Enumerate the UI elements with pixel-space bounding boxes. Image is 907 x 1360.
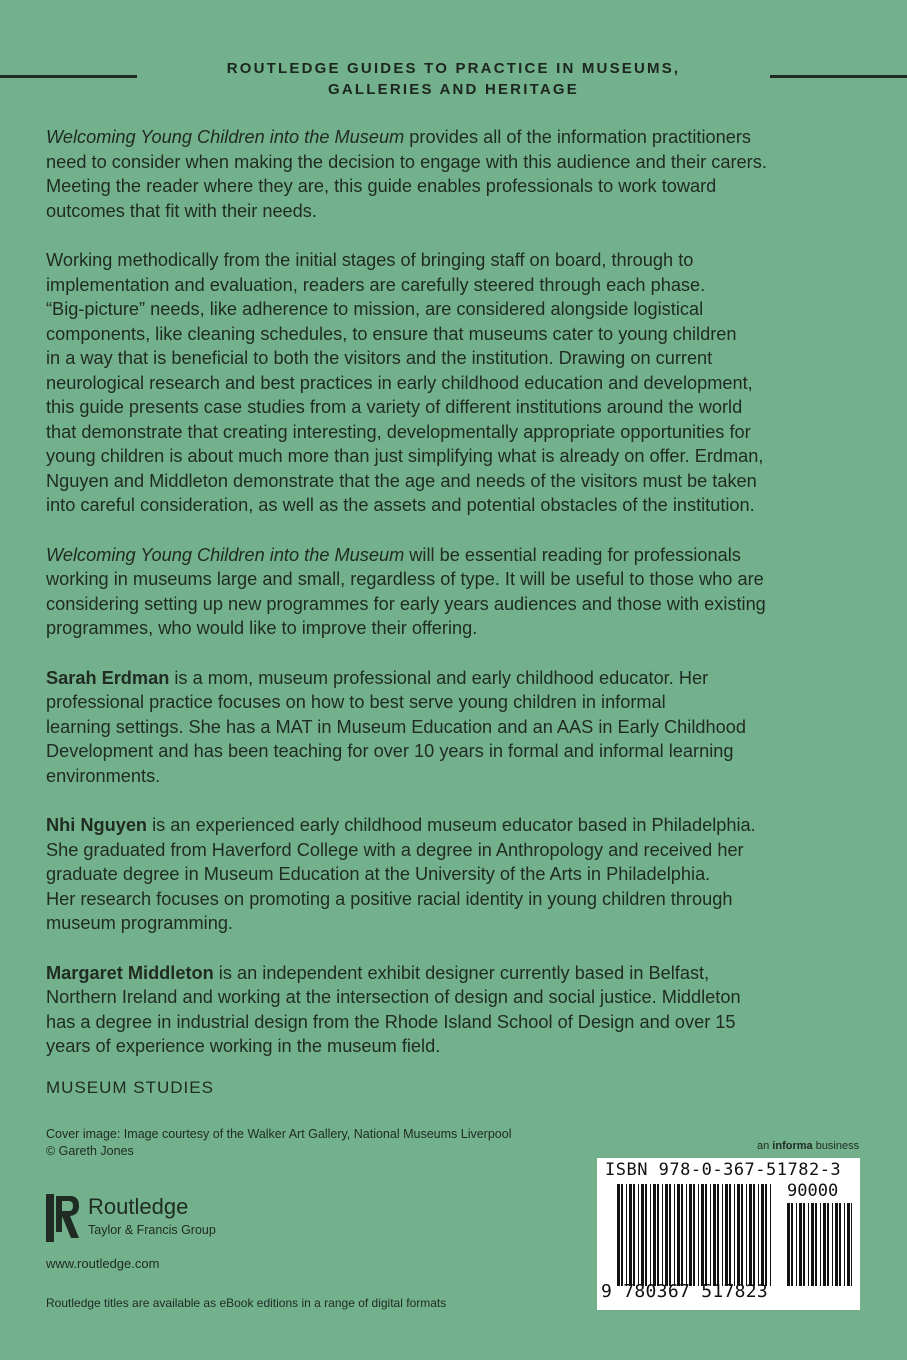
top-rule-right: [770, 75, 907, 78]
series-title-line-1: ROUTLEDGE GUIDES TO PRACTICE IN MUSEUMS,: [226, 60, 681, 77]
isbn-barcode: [597, 1158, 860, 1310]
ean-number: 9 780367 517823: [601, 1281, 769, 1302]
publisher-name: Routledge: [88, 1194, 189, 1219]
barcode-bar: [815, 1203, 817, 1286]
book-title: Welcoming Young Children into the Museum: [46, 544, 405, 565]
barcode-bar: [629, 1184, 632, 1286]
publisher-group: Taylor & Francis Group: [88, 1223, 216, 1237]
author-name: Nhi Nguyen: [46, 815, 148, 835]
barcode-bar: [839, 1203, 841, 1286]
barcode-bar: [847, 1203, 850, 1286]
barcode-bar: [799, 1203, 802, 1286]
author-name: Margaret Middleton: [46, 962, 214, 983]
barcode-bar: [669, 1184, 671, 1286]
barcode-bar: [633, 1184, 635, 1286]
barcode-bar: [665, 1184, 668, 1286]
book-title: Welcoming Young Children into the Museum: [46, 127, 405, 147]
author-bio-nguyen: Nhi Nguyen is an experienced early childhood museum educator based in Philadelphia. She graduated from Haverford College with a degree in Anthropology and received her graduate degree in Museum Education at the University of the Arts in Philadelphia. Her research focuses on promoting a positive racial identity in young children through museum programming.: [46, 815, 756, 933]
barcode-bar: [823, 1203, 826, 1286]
barcode-bar: [746, 1184, 747, 1286]
barcode-bar: [808, 1203, 809, 1286]
barcode-bar: [650, 1184, 651, 1286]
barcode-bar: [674, 1184, 675, 1286]
barcode-bar: [689, 1184, 692, 1286]
barcode-bar: [725, 1184, 728, 1286]
barcode-bar: [729, 1184, 731, 1286]
author-bio-erdman: Sarah Erdman is a mom, museum professional and early childhood educator. Her professional practice focuses on how to best serve young children in informal learning settings. She has a MAT in Museum Education and an AAS in Early Childhood Development and has been teaching for over 10 years in formal and informal learning environments.: [46, 667, 746, 786]
barcode-bar: [770, 1184, 771, 1286]
barcode-bar: [653, 1184, 656, 1286]
routledge-mark-icon: [46, 1192, 82, 1244]
routledge-logo: [46, 1192, 246, 1244]
barcode-bar: [761, 1184, 764, 1286]
blurb-paragraph-2: Working methodically from the initial stages of bringing staff on board, through to implementation and evaluation, readers are carefully steered through each phase. “Big-picture” needs, like adherence to mission, are considered alongside logistical components, like cleaning schedules, to ensure that museums cater to young children in a way that is beneficial to both the visitors and the institution. Drawing on current neurological research and best practices in early childhood education and development, this guide presents case studies from a variety of different institutions around the world that demonstrate that creating interesting, developmentally appropriate opportunities for young children is about much more than just simplifying what is already on offer. Erdman, Nguyen and Middleton demonstrate that the age and needs of the visitors must be taken into careful consideration, as well as the assets and potential obstacles of the institution.: [46, 250, 764, 515]
barcode-bar: [705, 1184, 707, 1286]
isbn-text: ISBN 978-0-367-51782-3: [605, 1160, 842, 1180]
barcode-bar: [681, 1184, 683, 1286]
barcode-bar: [851, 1203, 852, 1286]
barcode-bar: [641, 1184, 644, 1286]
barcode-bar: [796, 1203, 797, 1286]
author-name: Sarah Erdman: [46, 667, 170, 688]
barcode-bar: [717, 1184, 719, 1286]
informa-business-label: an informa business: [757, 1140, 860, 1152]
barcode-bar: [741, 1184, 743, 1286]
top-rule-left: [0, 75, 137, 78]
barcode-bar: [662, 1184, 663, 1286]
barcode-bar: [677, 1184, 680, 1286]
barcode-bar: [811, 1203, 814, 1286]
barcode-bar: [835, 1203, 838, 1286]
barcode-bar: [791, 1203, 793, 1286]
barcode-bar: [832, 1203, 833, 1286]
barcode-bar: [657, 1184, 659, 1286]
author-bio-middleton: Margaret Middleton is an independent exhibit designer currently based in Belfast, Northern Ireland and working at the intersection of design and social justice. Middleton has a degree in industrial design from the Rhode Island School of Design and over 15 years of experience working in the museum field.: [46, 962, 741, 1056]
barcode-bar: [638, 1184, 639, 1286]
barcode-bar: [737, 1184, 740, 1286]
barcode-bar: [765, 1184, 767, 1286]
barcode-bar: [803, 1203, 805, 1286]
barcode-bar: [617, 1184, 620, 1286]
barcode-bar: [698, 1184, 699, 1286]
barcode-bar: [686, 1184, 687, 1286]
barcode-bar: [758, 1184, 759, 1286]
series-title-line-2: GALLERIES AND HERITAGE: [328, 81, 579, 98]
subject-category: MUSEUM STUDIES: [46, 1078, 214, 1097]
barcode-bar: [701, 1184, 704, 1286]
barcode-bar: [722, 1184, 723, 1286]
barcode-bar: [645, 1184, 647, 1286]
barcode-bar: [621, 1184, 623, 1286]
barcode-bar: [693, 1184, 695, 1286]
barcode-bar: [710, 1184, 711, 1286]
barcode-bar: [626, 1184, 627, 1286]
price-code: 90000: [787, 1181, 839, 1201]
barcode-bar: [844, 1203, 845, 1286]
barcode-bar: [787, 1203, 790, 1286]
barcode-bar: [734, 1184, 735, 1286]
barcode-bar: [827, 1203, 829, 1286]
series-title: [150, 58, 757, 100]
barcode-bar: [820, 1203, 821, 1286]
publisher-website: www.routledge.com: [46, 1256, 160, 1271]
barcode-bar: [713, 1184, 716, 1286]
blurb-paragraph-1: Welcoming Young Children into the Museum provides all of the information practitioners need to consider when making the decision to engage with this audience and their carers. Meeting the reader where they are, this guide enables professionals to work toward outcomes that fit with their needs.: [46, 127, 767, 221]
blurb-paragraph-3: Welcoming Young Children into the Museum will be essential reading for professionals working in museums large and small, regardless of type. It will be useful to those who are considering setting up new programmes for early years audiences and those with existing programmes, who would like to improve their offering.: [46, 544, 766, 638]
barcode-bar: [749, 1184, 752, 1286]
back-cover-text: [46, 125, 876, 1059]
barcode-bar: [753, 1184, 755, 1286]
cover-image-credit: Cover image: Image courtesy of the Walker Art Gallery, National Museums Liverpool © Gareth Jones: [46, 1127, 512, 1158]
ebook-note: Routledge titles are available as eBook editions in a range of digital formats: [46, 1296, 447, 1310]
